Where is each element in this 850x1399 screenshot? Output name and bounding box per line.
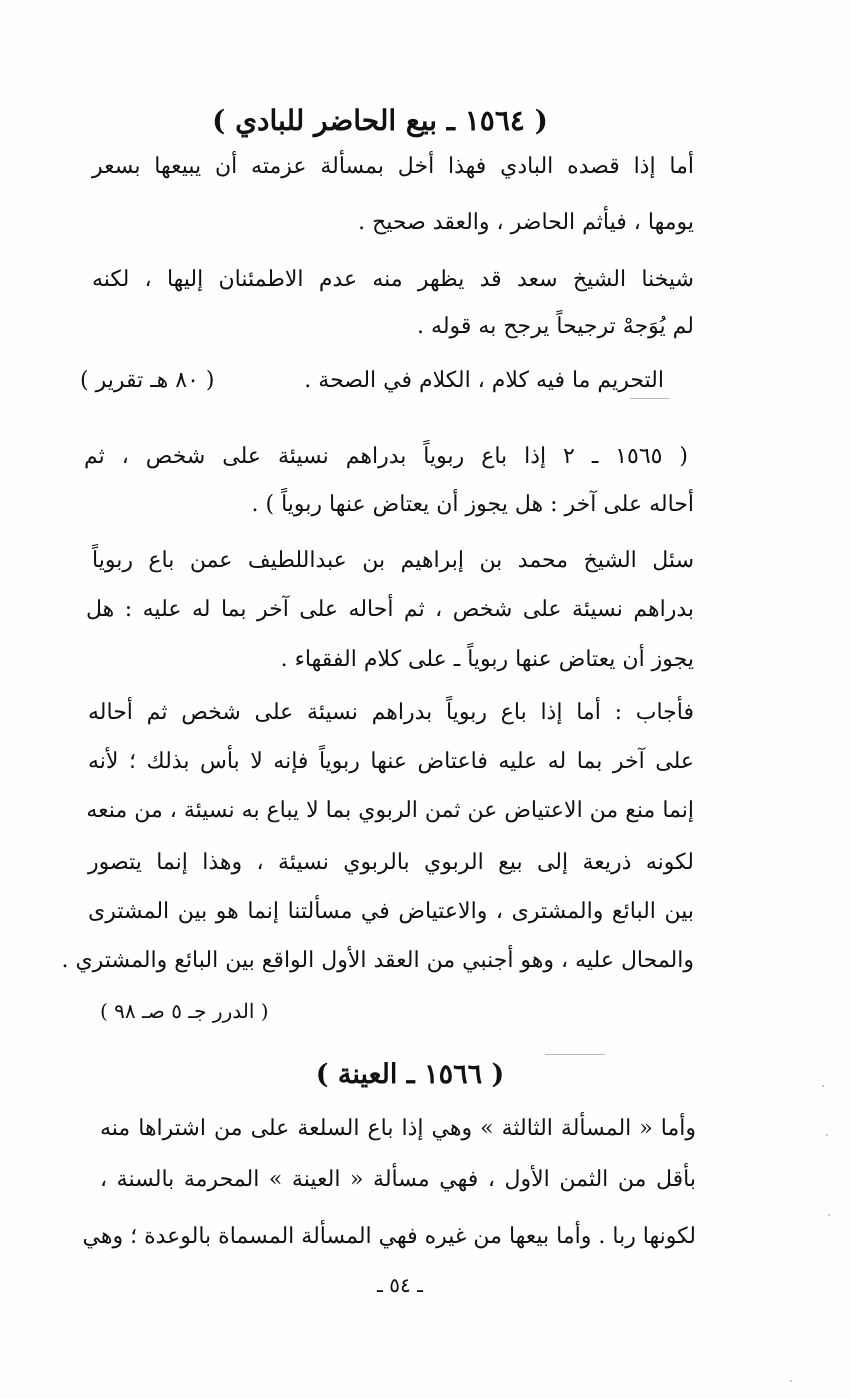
section-heading-1565: أحاله على آخر : هل يجوز أن يعتاض عنها ربوياً ) . <box>251 492 694 517</box>
text-line: يومها ، فيأثم الحاضر ، والعقد صحيح . <box>358 210 694 235</box>
section-heading-1565: ( ١٥٦٥ ـ ٢ إذا باع ربوياً بدراهم نسيئة على شخص ، ثم <box>84 444 688 469</box>
text-line: يجوز أن يعتاض عنها ربوياً ـ على كلام الفقهاء . <box>280 647 694 672</box>
text-line: إنما منع من الاعتياض عن ثمن الربوي بما لا يباع به نسيئة ، من منعه <box>86 798 694 823</box>
divider <box>630 398 670 399</box>
text-line: شيخنا الشيخ سعد قد يظهر منه عدم الاطمئنان إليها ، لكنه <box>92 267 694 292</box>
reference-note: ( ٨٠ هـ تقرير ) <box>80 368 215 393</box>
text-line: لكونها ربا . وأما بيعها من غيره فهي المسألة المسماة بالوعدة ؛ وهي <box>82 1224 696 1249</box>
text-line: التحريم ما فيه كلام ، الكلام في الصحة . <box>304 368 664 393</box>
text-line: فأجاب : أما إذا باع ربوياً بدراهم نسيئة على شخص ثم أحاله <box>88 700 694 725</box>
section-title-1564: ( ١٥٦٤ ـ بيع الحاضر للبادي ) <box>212 104 548 137</box>
source-citation: ( الدرر جـ ٥ صـ ٩٨ ) <box>100 999 269 1023</box>
text-line: لكونه ذريعة إلى بيع الربوي بالربوي نسيئة ، وهذا إنما يتصور <box>88 850 694 875</box>
page-number: ـ ٥٤ ـ <box>377 1273 423 1297</box>
divider <box>545 1054 605 1055</box>
section-title-1566: ( ١٥٦٦ ـ العينة ) <box>315 1059 505 1090</box>
scan-speck <box>822 1085 824 1087</box>
scan-speck <box>826 1134 828 1136</box>
scan-speck <box>828 1214 830 1216</box>
text-line: بأقل من الثمن الأول ، فهي مسألة « العينة » المحرمة بالسنة ، <box>100 1167 696 1192</box>
text-line: بين البائع والمشترى ، والاعتياض في مسألتنا إنما هو بين المشترى <box>88 899 694 924</box>
text-line: لم يُوَجهْ ترجيحاً يرجح به قوله . <box>417 314 694 339</box>
text-line: والمحال عليه ، وهو أجنبي من العقد الأول الواقع بين البائع والمشتري . <box>61 948 694 973</box>
text-line: على آخر بما له عليه فاعتاض عنها ربوياً فإنه لا بأس بذلك ؛ لأنه <box>88 749 694 774</box>
text-line: بدراهم نسيئة على شخص ، ثم أحاله على آخر بما له عليه : هل <box>86 597 694 622</box>
text-line: سئل الشيخ محمد بن إبراهيم بن عبداللطيف عمن باع ربوياً <box>92 548 694 573</box>
text-line: أما إذا قصده البادي فهذا أخل بمسألة عزمته أن يبيعها بسعر <box>92 154 694 179</box>
text-line: وأما « المسألة الثالثة » وهي إذا باع السلعة على من اشتراها منه <box>100 1116 696 1141</box>
scan-speck <box>790 1380 792 1382</box>
